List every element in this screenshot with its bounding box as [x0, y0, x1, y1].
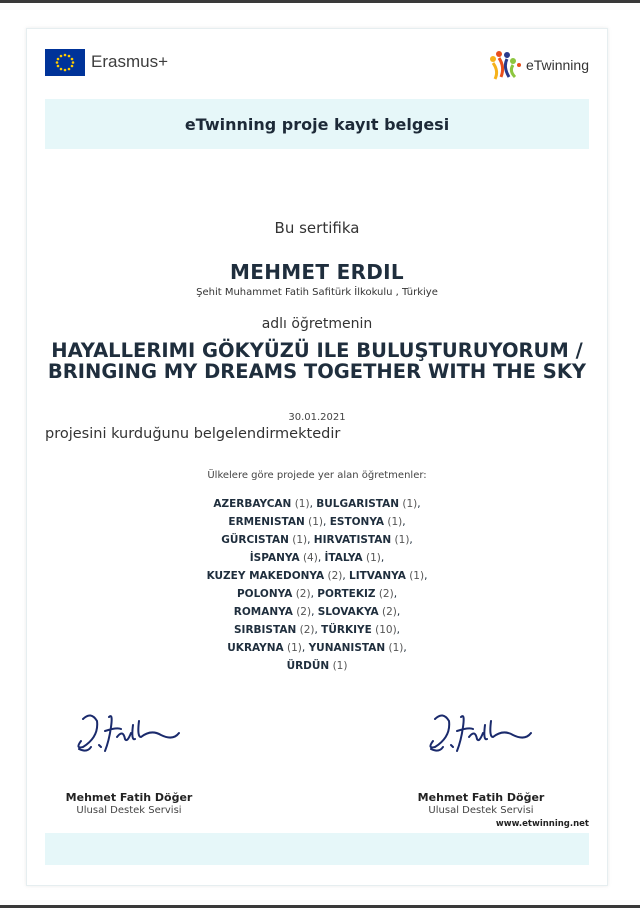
country-count: (1) [402, 498, 418, 510]
country-count: (1) [366, 552, 381, 564]
country-name: SLOVAKYA [317, 606, 379, 618]
country-name: HIRVATISTAN [313, 534, 392, 546]
country-name: AZERBAYCAN [213, 498, 292, 510]
country-name: PORTEKIZ [317, 588, 376, 600]
school-name: Şehit Muhammet Fatih Safitürk İlkokulu , Türkiye [196, 287, 438, 298]
countries-line: KUZEY MAKEDONYA (2), LITVANYA (1), [206, 570, 428, 582]
handwritten-signature [69, 707, 189, 757]
country-count: (2) [295, 588, 311, 600]
country-name: ROMANYA [233, 606, 293, 618]
countries-line: POLONYA (2), PORTEKIZ (2), [236, 588, 398, 600]
countries-line: ERMENISTAN (1), ESTONYA (1), [228, 516, 406, 528]
project-date: 30.01.2021 [288, 412, 346, 423]
countries-line [147, 657, 487, 675]
role-text: adlı öğretmenin [261, 316, 373, 332]
footer-band [45, 833, 589, 865]
country-count: (2) [299, 624, 315, 636]
website-url: www.etwinning.net [495, 819, 589, 829]
country-count: (4) [302, 552, 318, 564]
countries-line: ROMANYA (2), SLOVAKYA (2), [233, 606, 401, 618]
country-count: (1) [387, 516, 403, 528]
country-count: (10) [375, 624, 397, 636]
country-count: (2) [327, 570, 343, 582]
statement-text: projesini kurduğunu belgelendirmektedir [45, 426, 341, 442]
country-count: (1) [388, 642, 404, 654]
country-name: LITVANYA [349, 570, 406, 582]
country-name: POLONYA [236, 588, 293, 600]
countries-heading: Ülkelere göre projede yer alan öğretmenler: [207, 470, 427, 481]
signer-role: Ulusal Destek Servisi [428, 805, 534, 816]
signature-block-right [401, 707, 561, 816]
countries-line: AZERBAYCAN (1), BULGARISTAN (1), [213, 498, 421, 510]
country-count: (1) [308, 516, 324, 528]
country-name: SIRBISTAN [233, 624, 297, 636]
country-name: YUNANISTAN [308, 642, 386, 654]
country-name: BULGARISTAN [316, 498, 400, 510]
country-count: (2) [382, 606, 397, 618]
certificate-title: eTwinning proje kayıt belgesi [184, 114, 450, 134]
country-count: (1) [332, 660, 348, 672]
country-count: (1) [294, 498, 310, 510]
signature-block-left [49, 707, 209, 816]
country-count: (1) [292, 534, 308, 546]
eu-flag-icon [45, 49, 85, 76]
top-edge-bar [0, 0, 640, 3]
erasmus-logo [45, 47, 168, 77]
countries-line: SIRBISTAN (2), TÜRKIYE (10), [233, 624, 401, 636]
country-name: GÜRCISTAN [221, 534, 289, 546]
handwritten-signature [421, 707, 541, 757]
erasmus-label: Erasmus+ [91, 52, 168, 71]
countries-list [147, 495, 487, 675]
country-count: (2) [378, 588, 394, 600]
country-count: (2) [296, 606, 312, 618]
etwinning-logo [485, 49, 589, 81]
etwinning-label: eTwinning [525, 57, 589, 73]
country-name: ERMENISTAN [228, 516, 305, 528]
signer-name: Mehmet Fatih Döğer [65, 791, 193, 804]
country-name: İSPANYA [249, 552, 300, 564]
certificate-page [26, 28, 608, 886]
intro-text: Bu sertifika [274, 219, 360, 237]
teacher-name: MEHMET ERDIL [230, 260, 404, 284]
countries-line: İSPANYA (4), İTALYA (1), [249, 552, 385, 564]
etwinning-people-icon [485, 49, 523, 81]
country-name: ÜRDÜN [286, 660, 330, 672]
country-name: İTALYA [324, 552, 363, 564]
countries-line: GÜRCISTAN (1), HIRVATISTAN (1), [221, 534, 413, 546]
country-name: TÜRKIYE [321, 624, 372, 636]
country-name: KUZEY MAKEDONYA [206, 570, 325, 582]
title-band [45, 99, 589, 149]
country-count: (1) [409, 570, 425, 582]
country-count: (1) [287, 642, 302, 654]
country-count: (1) [394, 534, 410, 546]
project-title: HAYALLERIMI GÖKYÜZÜ ILE BULUŞTURUYORUM / BRINGING MY DREAMS TOGETHER WITH THE SKY [47, 339, 587, 383]
country-name: UKRAYNA [227, 642, 284, 654]
country-name: ESTONYA [329, 516, 385, 528]
countries-line: UKRAYNA (1), YUNANISTAN (1), [227, 642, 407, 654]
signer-role: Ulusal Destek Servisi [76, 805, 182, 816]
signer-name: Mehmet Fatih Döğer [417, 791, 545, 804]
